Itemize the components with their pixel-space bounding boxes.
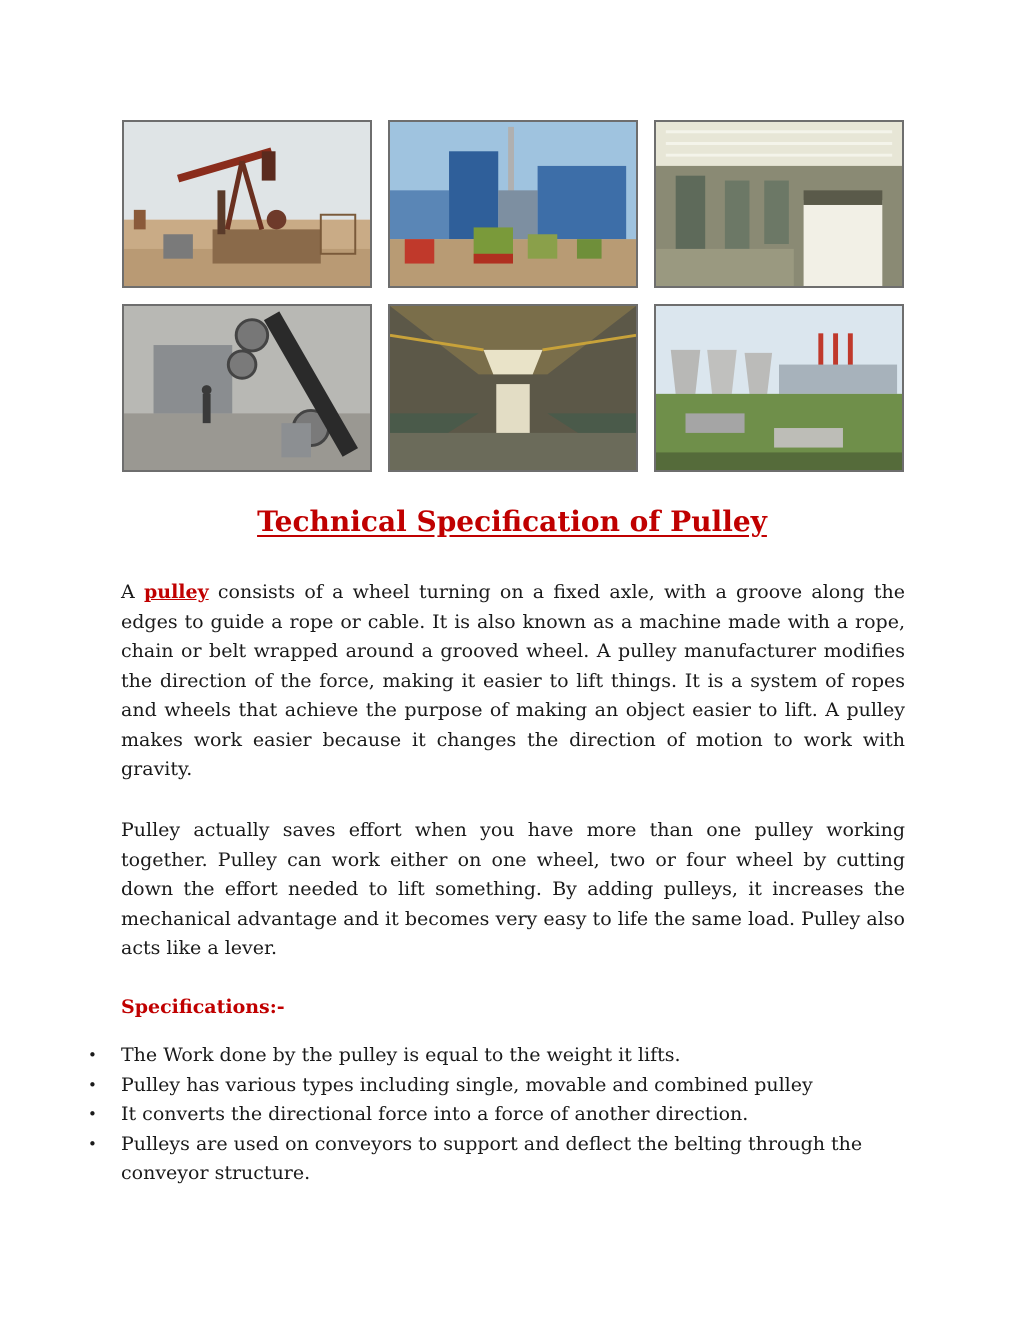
intro-lead: A [121,581,144,603]
specifications-list [82,1041,902,1189]
specifications-heading: Specifications:- [121,996,285,1018]
list-item: • The Work done by the pulley is equal to the weight it lifts. [82,1041,902,1071]
intro-text: consists of a wheel turning on a fixed axle, with a groove along the edges to guide a rope or cable. It is also known as a machine made with a rope, chain or belt wrapped around a grooved wheel. A pulley manufacturer modifies the direction of the force, making it easier to lift things. It is a system of ropes and wheels that achieve the purpose of making an object easier to lift. A pulley makes work easier because it changes the direction of motion to work with gravity. [121,581,905,780]
list-item: • Pulley has various types including single, movable and combined pulley [82,1071,902,1101]
effort-paragraph: Pulley actually saves effort when you have more than one pulley working together. Pulley can work either on one wheel, two or four wheel by cutting down the effort needed to lift something. By adding pulleys, it increases the mechanical advantage and it becomes very easy to life the same load. Pulley also acts like a lever. [121,819,905,959]
page-title: Technical Specification of Pulley [257,505,767,538]
power-plant-photo [654,304,904,472]
oil-pumpjack-photo [122,120,372,288]
list-item: • It converts the directional force into a force of another direction. [82,1100,902,1130]
list-item: • Pulleys are used on conveyors to support and deflect the belting through the conveyor structure. [82,1130,902,1189]
stone-crusher-photo [122,304,372,472]
pulley-link[interactable]: pulley [143,581,209,603]
photo-grid [122,120,908,476]
textile-mill-photo [654,120,904,288]
intro-paragraph [121,578,905,785]
sugar-mill-photo [388,120,638,288]
factory-hall-photo [388,304,638,472]
